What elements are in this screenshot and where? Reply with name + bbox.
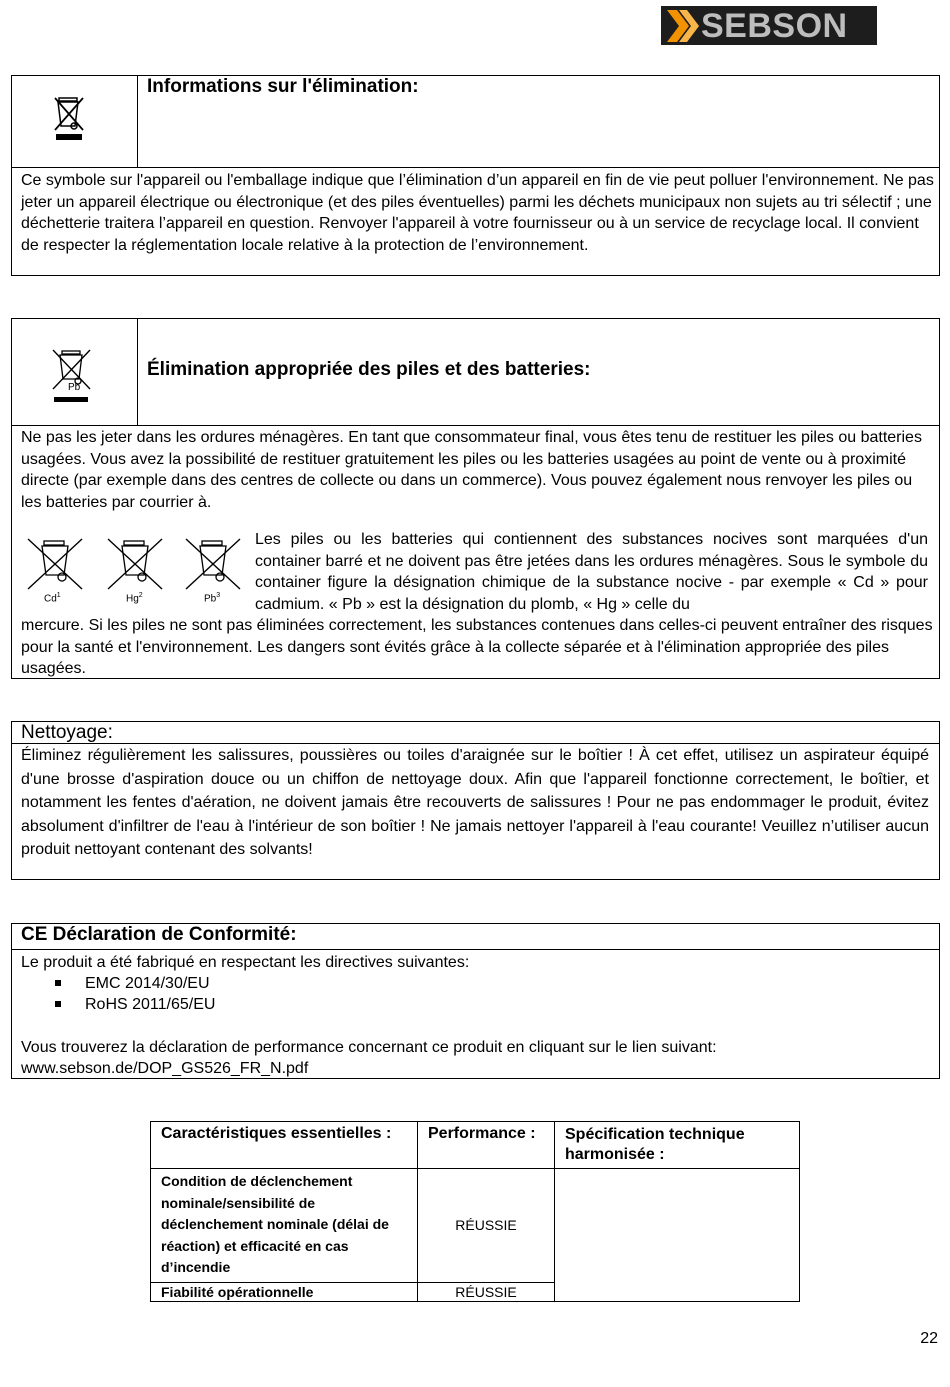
- disposal-text: Ce symbole sur l'appareil ou l'emballage indique que l’élimination d’un appareil en fin de vie peut polluer l'environnement. Ne pas jeter un appareil électrique ou électronique (et des piles éventuelles) parmi les déchets municipaux non sujets au tri sélectif ; une déchetterie traitera l’appareil en question. Renvoyer l'appareil à votre fournisseur ou à un service de recyclage local. Il convient de respecter la réglementation locale relative à la protection de l’environnement.: [21, 172, 934, 254]
- pb-label: Pb: [68, 382, 81, 393]
- table-cell: Fiabilité opérationnelle: [151, 1282, 418, 1301]
- crossed-bin-pb-icon: [50, 347, 94, 403]
- ce-link[interactable]: www.sebson.de/DOP_GS526_FR_N.pdf: [21, 1060, 309, 1077]
- cd-label: [44, 592, 61, 604]
- cleaning-title: Nettoyage:: [21, 722, 113, 743]
- cd-sup: 1: [56, 592, 61, 599]
- battery-icon-cell: [12, 319, 138, 425]
- batteries-text-2-full: mercure. Si les piles ne sont pas éliminées correctement, les substances contenues dans celles-ci peuvent entraîner des risques pour la santé et l'environnement. Les dangers sont évités grâce à la collecte séparée et à l'élimination appropriée des piles usagées.: [21, 617, 933, 677]
- directive-item: [85, 994, 215, 1015]
- directive-text: EMC 2014/30/EU: [85, 975, 210, 992]
- hg-sup: 2: [138, 592, 143, 599]
- ce-section: [11, 923, 940, 1079]
- disposal-section: [11, 75, 940, 276]
- pb-sup: 3: [216, 592, 221, 599]
- ce-intro: Le produit a été fabriqué en respectant les directives suivantes:: [21, 954, 470, 971]
- pb-small-label-text: Pb: [204, 593, 217, 605]
- pb-bin: [178, 537, 250, 609]
- pb-small-label: [204, 592, 220, 604]
- directive-item: [85, 973, 215, 994]
- batteries-title: Élimination appropriée des piles et des batteries:: [147, 359, 591, 380]
- table-header: Spécification technique harmonisée :: [555, 1122, 800, 1169]
- table-cell: Condition de déclenchement nominale/sensibilité de déclenchement nominale (délai de réaction) et efficacité en cas d’incendie: [151, 1169, 418, 1283]
- table-cell-empty: [555, 1169, 800, 1302]
- table-header: Performance :: [418, 1122, 555, 1169]
- hg-label: [126, 592, 143, 604]
- disposal-title: Informations sur l'élimination:: [147, 76, 419, 97]
- crossed-bin-pb-small-icon: [182, 537, 244, 593]
- directive-text: RoHS 2011/65/EU: [85, 996, 216, 1013]
- sebson-logo: [661, 6, 877, 45]
- crossed-bin-icon: [52, 94, 86, 142]
- cd-bin: [20, 537, 92, 609]
- batteries-text-1: Ne pas les jeter dans les ordures ménagères. En tant que consommateur final, vous êtes tenu de restituer les piles ou batteries usagées. Vous avez la possibilité de restituer gratuitement les piles ou les batteries usagées au point de vente ou à proximité directe (par exemple dans des centres de collecte ou dans un commerce). Vous pouvez également nous renvoyer les piles ou les batteries par courrier à.: [21, 429, 922, 511]
- ce-performance-text: Vous trouverez la déclaration de performance concernant ce produit en cliquant sur le lien suivant:: [21, 1039, 717, 1056]
- batteries-section: [11, 318, 940, 679]
- table-header: Caractéristiques essentielles :: [151, 1122, 418, 1169]
- chevron-logo-icon: [667, 10, 701, 42]
- table-row: [151, 1169, 800, 1283]
- ce-title: CE Déclaration de Conformité:: [21, 924, 297, 945]
- crossed-bin-hg-icon: [104, 537, 166, 593]
- batteries-text-2-wrap: Les piles ou les batteries qui contiennent des substances nocives sont marquées d'un container barré et ne doivent pas être jetées dans les ordures ménagères. Sous le symbole du container figure la désignation chimique de la substance nocive - par exemple « Cd » pour cadmium. « Pb » est la désignation du plomb, « Hg » celle du: [255, 531, 928, 613]
- cleaning-section: [11, 721, 940, 880]
- cleaning-text: Éliminez régulièrement les salissures, poussières ou toiles d'araignée sur le boîtier ! À cet effet, utilisez un aspirateur équipé d'une brosse d'aspiration douce ou un chiffon de nettoyage doux. Afin que l'appareil fonctionne correctement, le boîtier, et notamment les fentes d'aération, ne doivent jamais être recouverts de salissures ! Pour ne pas endommager le produit, évitez absolument d'infiltrer de l'eau à l'intérieur de son boîtier ! Ne jamais nettoyer l'appareil à l'eau courante! Veuillez n’utiliser aucun produit nettoyant contenant des solvants!: [21, 747, 929, 858]
- table-cell: RÉUSSIE: [418, 1169, 555, 1283]
- table-header-row: [151, 1122, 800, 1169]
- page-number: 22: [920, 1330, 938, 1347]
- weee-icon-cell: [12, 76, 138, 167]
- crossed-bin-cd-icon: [24, 537, 86, 593]
- hg-label-text: Hg: [126, 593, 139, 605]
- table-cell: RÉUSSIE: [418, 1282, 555, 1301]
- battery-chemical-icons: [20, 537, 252, 609]
- directive-list: [85, 973, 215, 1015]
- hg-bin: [100, 537, 172, 609]
- cd-label-text: Cd: [44, 593, 57, 605]
- spec-table: [150, 1121, 800, 1302]
- logo-text: SEBSON: [701, 7, 848, 45]
